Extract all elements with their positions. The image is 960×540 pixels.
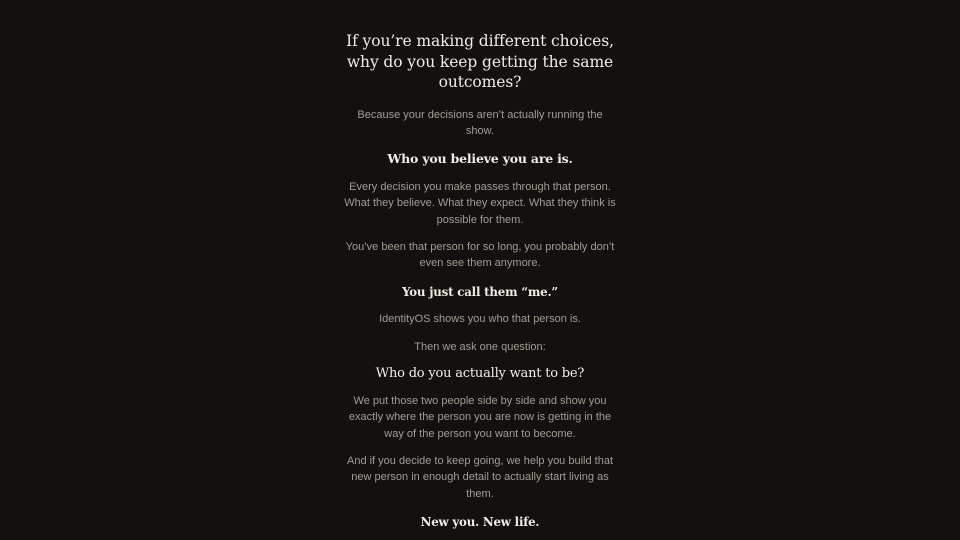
answer-text: Because your decisions aren’t actually running the show. [357, 108, 603, 137]
call-me-statement: You just call them “me.” [402, 284, 558, 299]
decision-filter-text: Every decision you make passes through that person. What they believe. What they expect. What they think is possible for them. [344, 181, 616, 226]
invisible-self-text: You’ve been that person for so long, you probably don’t even see them anymore. [345, 240, 615, 270]
identity-statement: Who you believe you are is. [387, 151, 573, 167]
question-statement: Who do you actually want to be? [375, 366, 585, 382]
tagline: New you. New life. [420, 514, 540, 529]
headline: If you’re making different choices, why do you keep getting the same outcomes? [346, 32, 614, 91]
keep-going-text: And if you decide to keep going, we help you build that new person in enough detail to actually start living as them. [346, 455, 614, 500]
product-intro-text: IdentityOS shows you who that person is. [379, 312, 581, 325]
side-by-side-text: We put those two people side by side and show you exactly where the person you are now is getting in the way of the person you want to become. [348, 395, 612, 440]
question-intro-text: Then we ask one question: [414, 340, 546, 353]
content-column [340, 31, 620, 530]
